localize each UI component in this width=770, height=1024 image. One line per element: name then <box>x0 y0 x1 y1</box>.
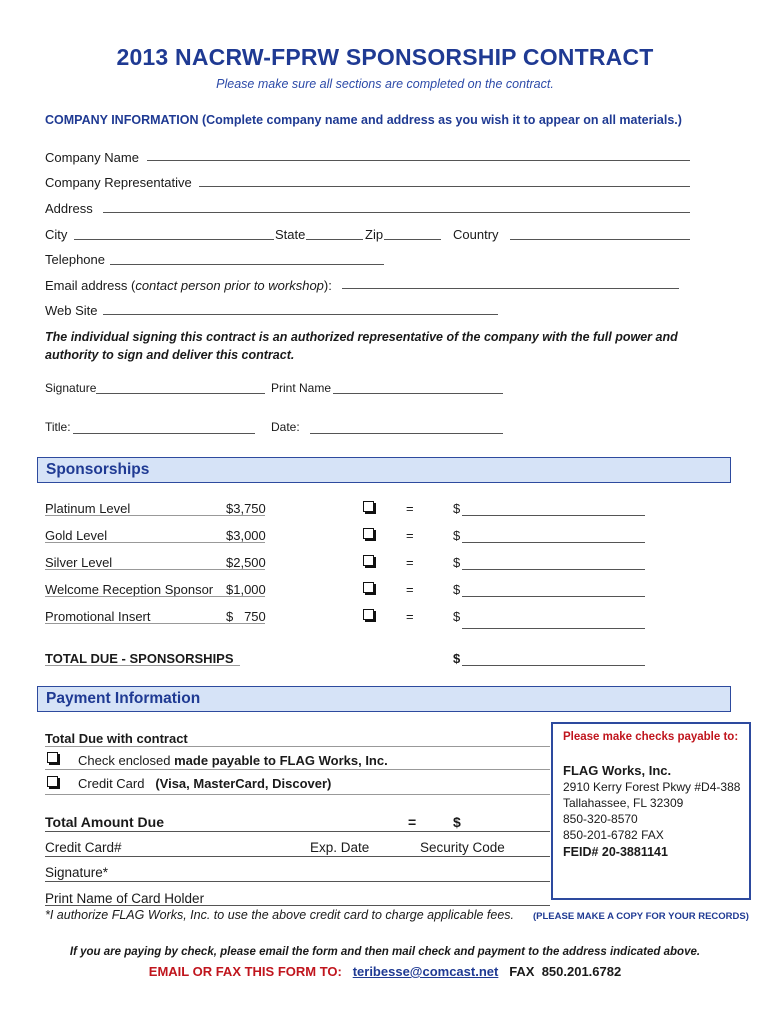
sponsorship-checkbox[interactable] <box>363 555 374 566</box>
sponsorship-amount-field[interactable] <box>462 542 645 543</box>
dollar-sign: $ <box>453 582 461 597</box>
cardholder-signature-label: Signature* <box>45 865 109 880</box>
dollar-sign: $ <box>453 609 461 624</box>
fax-number: FAX 850.201.6782 <box>509 964 622 979</box>
signature-label: Signature <box>45 381 97 395</box>
total-amount-due-field[interactable] <box>45 831 550 832</box>
address-field[interactable] <box>103 212 690 213</box>
sponsorship-amount-field[interactable] <box>462 628 645 629</box>
company-name-field[interactable] <box>147 160 690 161</box>
credit-card-checkbox[interactable] <box>47 776 58 787</box>
sponsorship-checkbox[interactable] <box>363 528 374 539</box>
payable-org: FLAG Works, Inc. <box>563 763 672 778</box>
address-label: Address <box>45 201 93 216</box>
sponsorship-label: Silver Level <box>45 555 113 570</box>
payment-row-line <box>45 769 550 770</box>
date-field[interactable] <box>310 433 503 434</box>
sponsorship-label: Welcome Reception Sponsor <box>45 582 214 597</box>
sponsorship-amount-field[interactable] <box>462 569 645 570</box>
sponsorship-price: $3,750 <box>226 501 266 516</box>
print-cardholder-label: Print Name of Card Holder <box>45 891 205 906</box>
email-field[interactable] <box>342 288 679 289</box>
sponsorship-price: $ 750 <box>226 609 266 624</box>
website-label: Web Site <box>45 303 98 318</box>
credit-card-number-field[interactable] <box>45 856 550 857</box>
dollar-sign: $ <box>453 501 461 516</box>
payable-fax: 850-201-6782 FAX <box>563 828 664 842</box>
sponsorship-label: Gold Level <box>45 528 108 543</box>
page-subtitle: Please make sure all sections are completed on the contract. <box>216 77 554 91</box>
equals-sign: = <box>406 501 414 516</box>
footer-contact-line <box>0 964 770 979</box>
security-code-label: Security Code <box>420 840 505 855</box>
payable-header: Please make checks payable to: <box>563 731 739 743</box>
dollar-sign: $ <box>453 814 461 830</box>
title-field[interactable] <box>73 433 255 434</box>
equals-sign: = <box>406 555 414 570</box>
website-field[interactable] <box>103 314 498 315</box>
sponsorship-price: $1,000 <box>226 582 266 597</box>
city-label: City <box>45 227 68 242</box>
payable-street: 2910 Kerry Forest Pkwy #D4-388 <box>563 780 741 794</box>
equals-sign: = <box>408 814 417 830</box>
total-due-with-contract-label: Total Due with contract <box>45 731 188 746</box>
total-amount-due-label: Total Amount Due <box>45 814 164 830</box>
sponsorship-price: $3,000 <box>226 528 266 543</box>
sponsorship-label: Promotional Insert <box>45 609 151 624</box>
print-cardholder-field[interactable] <box>45 905 550 906</box>
city-field[interactable] <box>74 239 274 240</box>
check-enclosed-checkbox[interactable] <box>47 752 58 763</box>
payment-row-line <box>45 794 550 795</box>
equals-sign: = <box>406 528 414 543</box>
state-field[interactable] <box>306 239 363 240</box>
company-name-label: Company Name <box>45 150 139 165</box>
equals-sign: = <box>406 609 414 624</box>
exp-date-label: Exp. Date <box>310 840 370 855</box>
print-name-field[interactable] <box>333 393 503 394</box>
zip-label: Zip <box>365 227 384 242</box>
company-representative-label: Company Representative <box>45 175 192 190</box>
payment-heading: Payment Information <box>46 690 201 707</box>
state-label: State <box>275 227 306 242</box>
copy-records-note: (PLEASE MAKE A COPY FOR YOUR RECORDS) <box>533 911 749 922</box>
country-field[interactable] <box>510 239 690 240</box>
company-representative-field[interactable] <box>199 186 690 187</box>
authorization-text: *I authorize FLAG Works, Inc. to use the above credit card to charge applicable fees. <box>45 908 514 922</box>
payment-section-bar <box>37 686 731 712</box>
sponsorship-checkbox[interactable] <box>363 582 374 593</box>
sponsorship-label: Platinum Level <box>45 501 131 516</box>
total-row-line <box>45 665 240 666</box>
sponsorship-price: $2,500 <box>226 555 266 570</box>
total-due-sponsorships-label: TOTAL DUE - SPONSORSHIPS <box>45 651 234 666</box>
signature-field[interactable] <box>96 393 265 394</box>
telephone-label: Telephone <box>45 252 105 267</box>
sponsorships-section-bar <box>37 457 731 483</box>
check-enclosed-label: Check enclosed made payable to FLAG Works, Inc. <box>78 753 388 768</box>
page-title: 2013 NACRW-FPRW SPONSORSHIP CONTRACT <box>116 44 654 70</box>
telephone-field[interactable] <box>110 264 384 265</box>
cardholder-signature-field[interactable] <box>45 881 550 882</box>
zip-field[interactable] <box>384 239 441 240</box>
footer-instructions: If you are paying by check, please email the form and then mail check and payment to the address indicated above. <box>69 946 701 958</box>
sponsorships-heading: Sponsorships <box>46 461 150 478</box>
total-due-sponsorships-field[interactable] <box>462 665 645 666</box>
payable-feid: FEID# 20-3881141 <box>563 845 668 859</box>
email-link[interactable]: teribesse@comcast.net <box>352 964 499 979</box>
country-label: Country <box>453 227 499 242</box>
equals-sign: = <box>406 582 414 597</box>
sponsorship-checkbox[interactable] <box>363 501 374 512</box>
total-dollar-sign: $ <box>453 651 461 666</box>
authorization-notice: The individual signing this contract is an authorized representative of the company with the full power and authority to sign and deliver this contract. <box>45 330 678 362</box>
company-info-heading: COMPANY INFORMATION (Complete company name and address as you wish it to appear on all materials.) <box>45 113 682 127</box>
payable-city: Tallahassee, FL 32309 <box>563 796 684 810</box>
print-name-label: Print Name <box>271 381 332 395</box>
dollar-sign: $ <box>453 528 461 543</box>
credit-card-number-label: Credit Card# <box>45 840 122 855</box>
date-label: Date: <box>271 420 300 434</box>
title-label: Title: <box>45 420 71 434</box>
sponsorship-amount-field[interactable] <box>462 515 645 516</box>
sponsorship-checkbox[interactable] <box>363 609 374 620</box>
payable-to-box <box>551 722 751 900</box>
dollar-sign: $ <box>453 555 461 570</box>
credit-card-label: Credit Card (Visa, MasterCard, Discover) <box>78 776 332 791</box>
email-fax-label: EMAIL OR FAX THIS FORM TO: <box>148 964 342 979</box>
payment-row-line <box>45 746 550 747</box>
email-label: Email address (contact person prior to workshop): <box>45 278 332 293</box>
sponsorship-amount-field[interactable] <box>462 596 645 597</box>
payable-phone: 850-320-8570 <box>563 812 638 826</box>
